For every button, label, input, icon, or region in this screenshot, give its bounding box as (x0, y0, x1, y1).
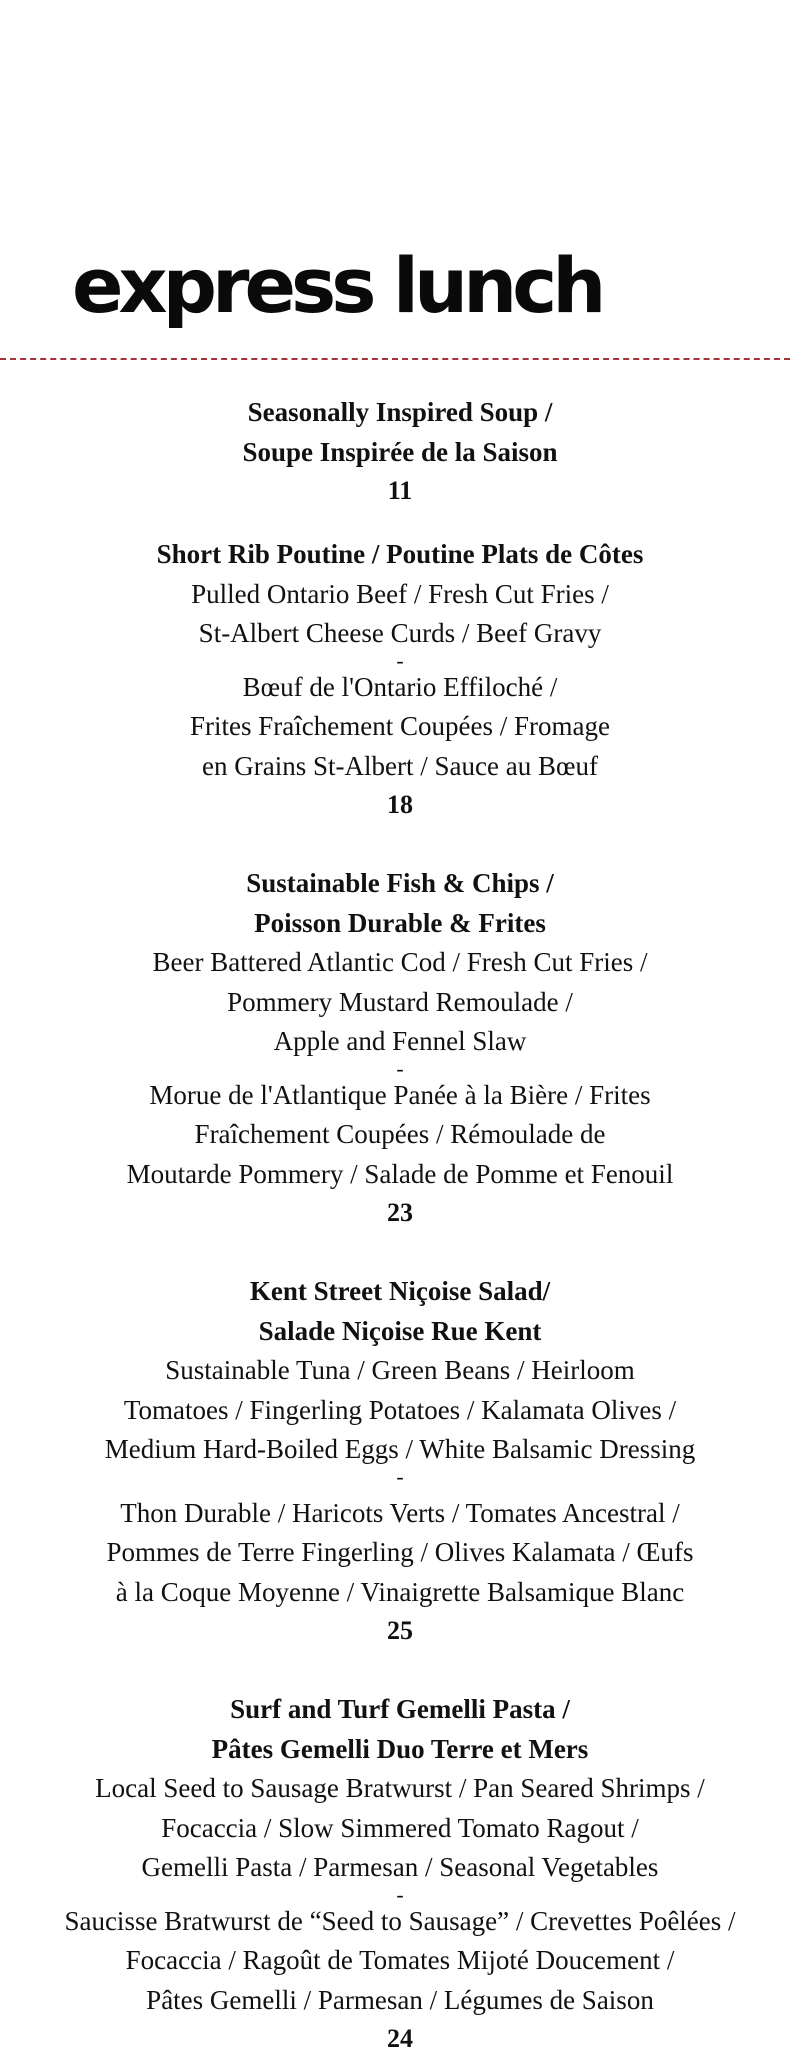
item-name-line: Poisson Durable & Frites (254, 907, 546, 938)
description-line: Gemelli Pasta / Parmesan / Seasonal Vegetables (141, 1852, 659, 1882)
description-line: Tomatoes / Fingerling Potatoes / Kalamata Olives / (123, 1394, 677, 1425)
item-name (0, 535, 800, 575)
menu-list (0, 393, 800, 2058)
item-price: 11 (387, 476, 413, 505)
page-title: express lunch (72, 241, 602, 330)
item-name-line: Soupe Inspirée de la Saison (242, 436, 558, 467)
description-line: Moutarde Pommery / Salade de Pomme et Fenouil (126, 1158, 674, 1189)
item-description-fr (0, 1902, 800, 2021)
language-separator: - (396, 1469, 404, 1484)
item-price: 24 (387, 2024, 413, 2053)
description-line: Pâtes Gemelli / Parmesan / Légumes de Saison (146, 1984, 654, 2015)
description-line: à la Coque Moyenne / Vinaigrette Balsamique Blanc (115, 1576, 685, 1607)
language-separator: - (396, 653, 404, 668)
item-name-line: Short Rib Poutine / Poutine Plats de Côtes (156, 539, 644, 569)
description-line: Apple and Fennel Slaw (273, 1026, 527, 1056)
description-line: Pommery Mustard Remoulade / (227, 986, 573, 1017)
item-description-fr (0, 1494, 800, 1613)
language-separator: - (396, 1061, 404, 1076)
item-name-line: Salade Niçoise Rue Kent (258, 1315, 542, 1346)
description-line: Local Seed to Sausage Bratwurst / Pan Seared Shrimps / (95, 1773, 705, 1803)
menu-item-soup (0, 393, 800, 510)
description-line: St-Albert Cheese Curds / Beef Gravy (198, 618, 602, 648)
item-name-line: Sustainable Fish & Chips / (246, 868, 554, 898)
item-name-line: Seasonally Inspired Soup / (247, 397, 553, 427)
description-line: Morue de l'Atlantique Panée à la Bière / Frites (149, 1079, 651, 1110)
language-separator: - (396, 1887, 404, 1902)
description-line: Medium Hard-Boiled Eggs / White Balsamic Dressing (104, 1434, 696, 1464)
item-name (0, 864, 800, 943)
item-name-line: Kent Street Niçoise Salad/ (249, 1276, 551, 1306)
item-description-en (0, 1351, 800, 1470)
item-name-line: Pâtes Gemelli Duo Terre et Mers (211, 1733, 589, 1764)
description-line: Bœuf de l'Ontario Effiloché / (242, 671, 558, 702)
description-line: Saucisse Bratwurst de “Seed to Sausage” / Crevettes Poêlées / (64, 1905, 736, 1936)
item-price: 23 (387, 1198, 413, 1227)
item-description-en (0, 1769, 800, 1888)
item-name-line: Surf and Turf Gemelli Pasta / (230, 1694, 570, 1724)
item-description-en (0, 943, 800, 1062)
item-price: 25 (387, 1616, 413, 1645)
menu-item-poutine (0, 535, 800, 824)
item-description-fr (0, 1076, 800, 1195)
item-name (0, 1690, 800, 1769)
description-line: Focaccia / Ragoût de Tomates Mijoté Doucement / (125, 1945, 675, 1975)
menu-item-surf-and-turf-pasta (0, 1690, 800, 2058)
description-line: Beer Battered Atlantic Cod / Fresh Cut Fries / (152, 947, 648, 977)
item-name (0, 1272, 800, 1351)
item-name (0, 393, 800, 472)
item-description-en (0, 575, 800, 654)
description-line: Pommes de Terre Fingerling / Olives Kalamata / Œufs (106, 1537, 694, 1567)
description-line: Pulled Ontario Beef / Fresh Cut Fries / (191, 578, 609, 609)
description-line: Thon Durable / Haricots Verts / Tomates Ancestral / (120, 1497, 680, 1528)
description-line: Fraîchement Coupées / Rémoulade de (194, 1119, 606, 1149)
description-line: Focaccia / Slow Simmered Tomato Ragout / (161, 1812, 639, 1843)
description-line: en Grains St-Albert / Sauce au Bœuf (202, 750, 598, 781)
item-description-fr (0, 668, 800, 787)
description-line: Sustainable Tuna / Green Beans / Heirloom (165, 1355, 635, 1385)
item-price: 18 (387, 790, 413, 819)
menu-item-nicoise-salad (0, 1272, 800, 1650)
menu-item-fish-and-chips (0, 864, 800, 1232)
dashed-divider (0, 358, 790, 360)
description-line: Frites Fraîchement Coupées / Fromage (190, 711, 610, 741)
